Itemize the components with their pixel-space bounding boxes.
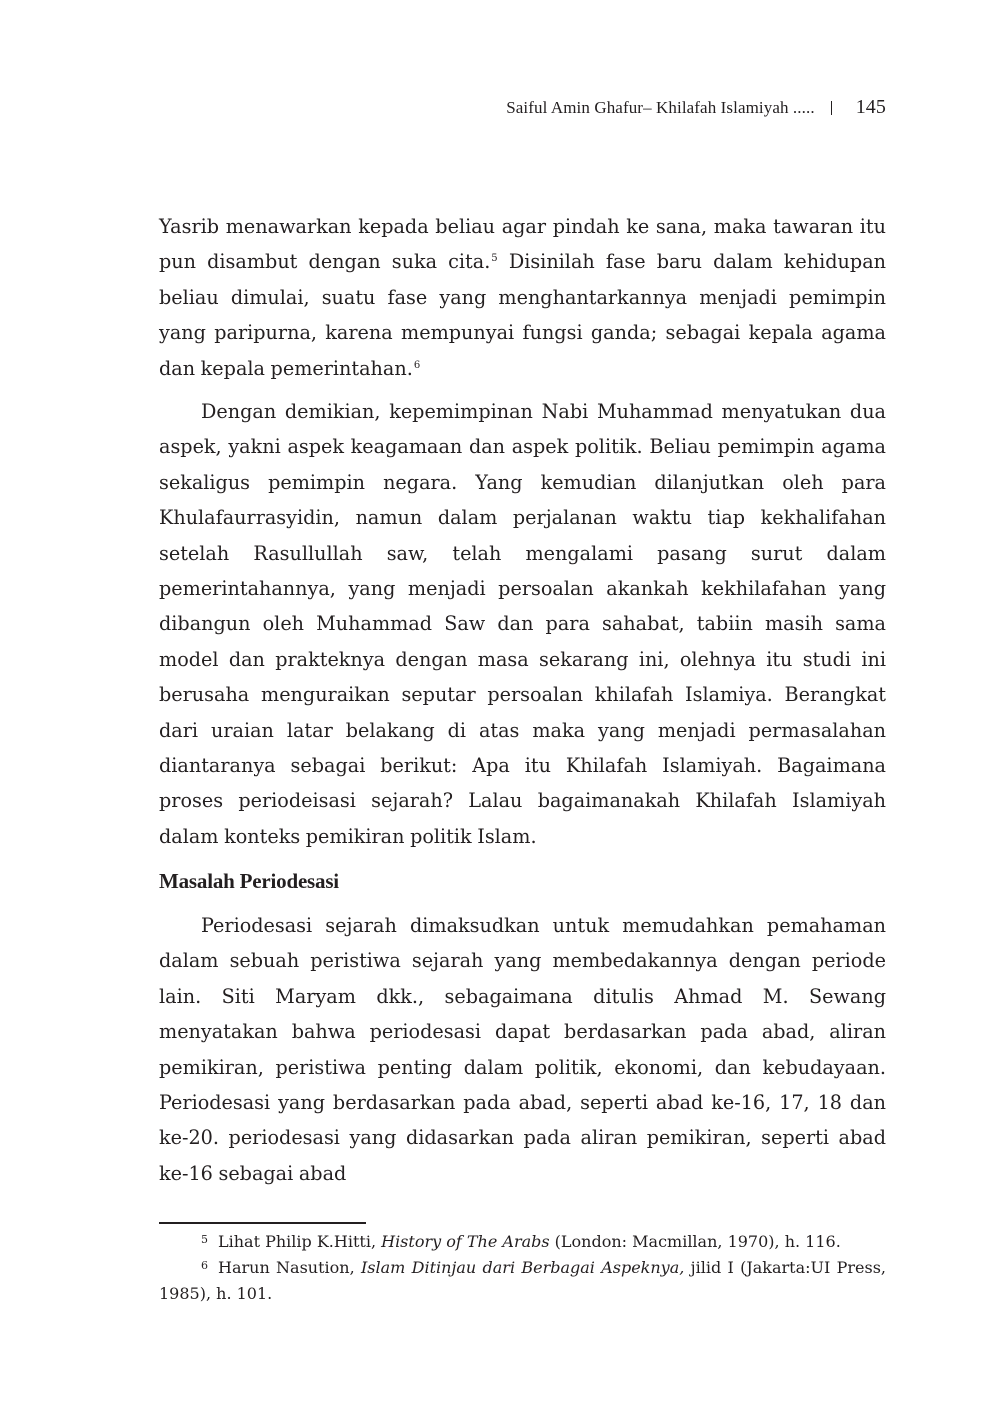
paragraph-3-text: Periodesasi sejarah dimaksudkan untuk memudahkan pemahaman dalam sebuah peristiwa sejarah yang membedakannya dengan periode lain. Siti Maryam dkk., sebagaimana ditulis Ahmad M. Sewang menyatakan bahwa periodesasi dapat berdasarkan pada abad, aliran pemikiran, peristiwa penting dalam politik, ekonomi, dan kebudayaan. Periodesasi yang berdasarkan pada abad, seperti abad ke-16, 17, 18 dan ke-20. periodesasi yang didasarkan pada aliran pemikiran, seperti abad ke-16 sebagai abad (159, 914, 886, 1185)
footnote-text: Harun Nasution, (218, 1258, 361, 1277)
paragraph-1-part-a: Yasrib menawarkan kepada beliau agar pindah ke sana, maka tawaran itu pun disambut dengan suka cita. (159, 215, 886, 274)
paragraph-3 (159, 908, 886, 1191)
section-heading: Masalah Periodesasi (159, 869, 339, 893)
footnote-text: (London: Macmillan, 1970), h. 116. (549, 1232, 841, 1251)
paragraph-1 (159, 209, 886, 386)
page-number: 145 (855, 96, 886, 118)
footnote-number: 5 (201, 1233, 208, 1246)
footnote-6 (159, 1255, 886, 1307)
footnote-text: jilid I (Jakarta:UI Press, 1985), h. 101. (159, 1258, 887, 1303)
header-separator (831, 101, 832, 115)
footnote-text: Lihat Philip K.Hitti, (218, 1232, 382, 1251)
running-title: Saiful Amin Ghafur– Khilafah Islamiyah ..... (506, 97, 815, 117)
footnote-book-title: Islam Ditinjau dari Berbagai Aspeknya, (360, 1258, 685, 1277)
footnote-ref-6: 6 (413, 359, 421, 371)
footnote-book-title: History of The Arabs (381, 1232, 550, 1251)
paragraph-1-part-b: Disinilah fase baru dalam kehidupan beliau dimulai, suatu fase yang menghantarkannya menjadi pemimpin yang paripurna, karena mempunyai fungsi ganda; sebagai kepala agama dan kepala pemerintahan. (159, 250, 886, 380)
paragraph-2 (159, 394, 886, 854)
footnote-number: 6 (201, 1259, 208, 1272)
footnote-ref-5: 5 (491, 253, 498, 265)
paragraph-2-text: Dengan demikian, kepemimpinan Nabi Muhammad menyatukan dua aspek, yakni aspek keagamaan dan aspek politik. Beliau pemimpin agama sekaligus pemimpin negara. Yang kemudian dilanjutkan oleh para Khulafaurrasyidin, namun dalam perjalanan waktu tiap kekhalifahan setelah Rasullullah saw, telah mengalami pasang surut dalam pemerintahannya, yang menjadi persoalan akankah kekhilafahan yang dibangun oleh Muhammad Saw dan para sahabat, tabiin masih sama model dan prakteknya dengan masa sekarang ini, olehnya itu studi ini berusaha menguraikan seputar persoalan khilafah Islamiya. Berangkat dari uraian latar belakang di atas maka yang menjadi permasalahan diantaranya sebagai berikut: Apa itu Khilafah Islamiyah. Bagaimana proses periodeisasi sejarah? Lalau bagaimanakah Khilafah Islamiyah dalam konteks pemikiran politik Islam. (159, 400, 886, 848)
footnote-5 (159, 1229, 886, 1255)
running-header (506, 96, 886, 119)
paragraph-1-text (159, 209, 886, 386)
footnotes (159, 1229, 886, 1307)
footnote-divider (159, 1222, 366, 1224)
